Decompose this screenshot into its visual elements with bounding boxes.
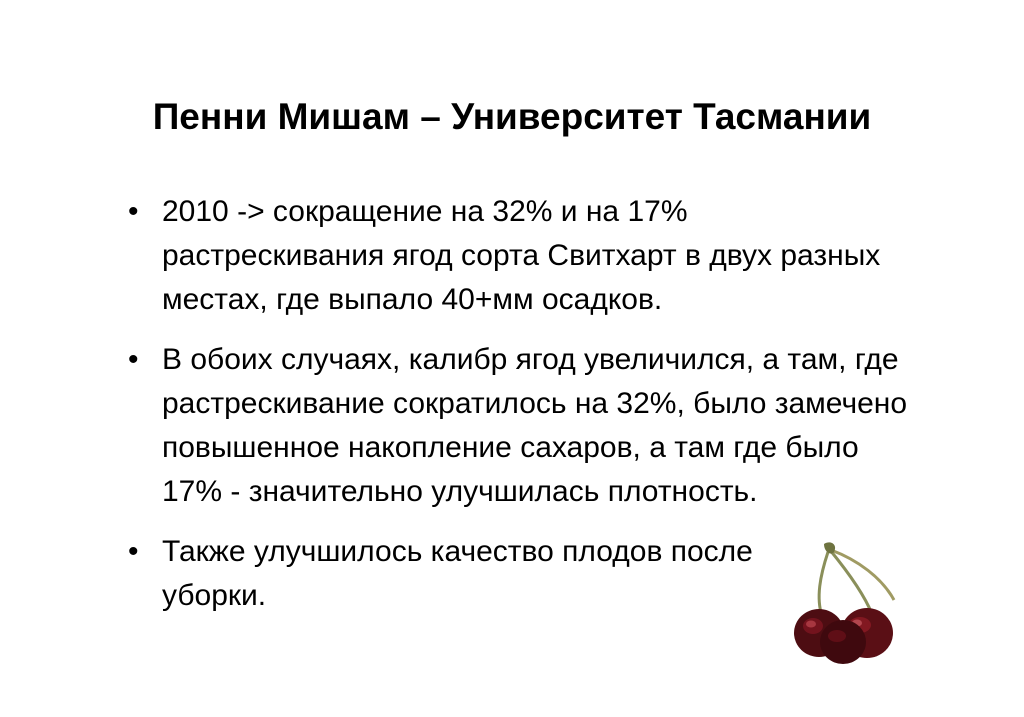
- bullet-marker-icon: •: [128, 343, 139, 376]
- bullet-marker-icon: •: [128, 195, 139, 228]
- bullet-marker-icon: •: [128, 535, 139, 568]
- page-title: Пенни Мишам – Университет Тасмании: [152, 96, 872, 137]
- list-item: [128, 190, 918, 322]
- list-item-text: 2010 -> сокращение на 32% и на 17% растрескивания ягод сорта Свитхарт в двух разных местах, где выпало 40+мм осадков.: [162, 195, 881, 316]
- list-item-text: Также улучшилось качество плодов после уборки.: [162, 535, 753, 612]
- list-item: [128, 338, 918, 514]
- cherries-icon: [786, 538, 936, 666]
- list-item-text: В обоих случаях, калибр ягод увеличился, а там, где растрескивание сократилось на 32%, было замечено повышенное накопление сахаров, а там где было 17% - значительно улучшилась плотность.: [162, 343, 908, 508]
